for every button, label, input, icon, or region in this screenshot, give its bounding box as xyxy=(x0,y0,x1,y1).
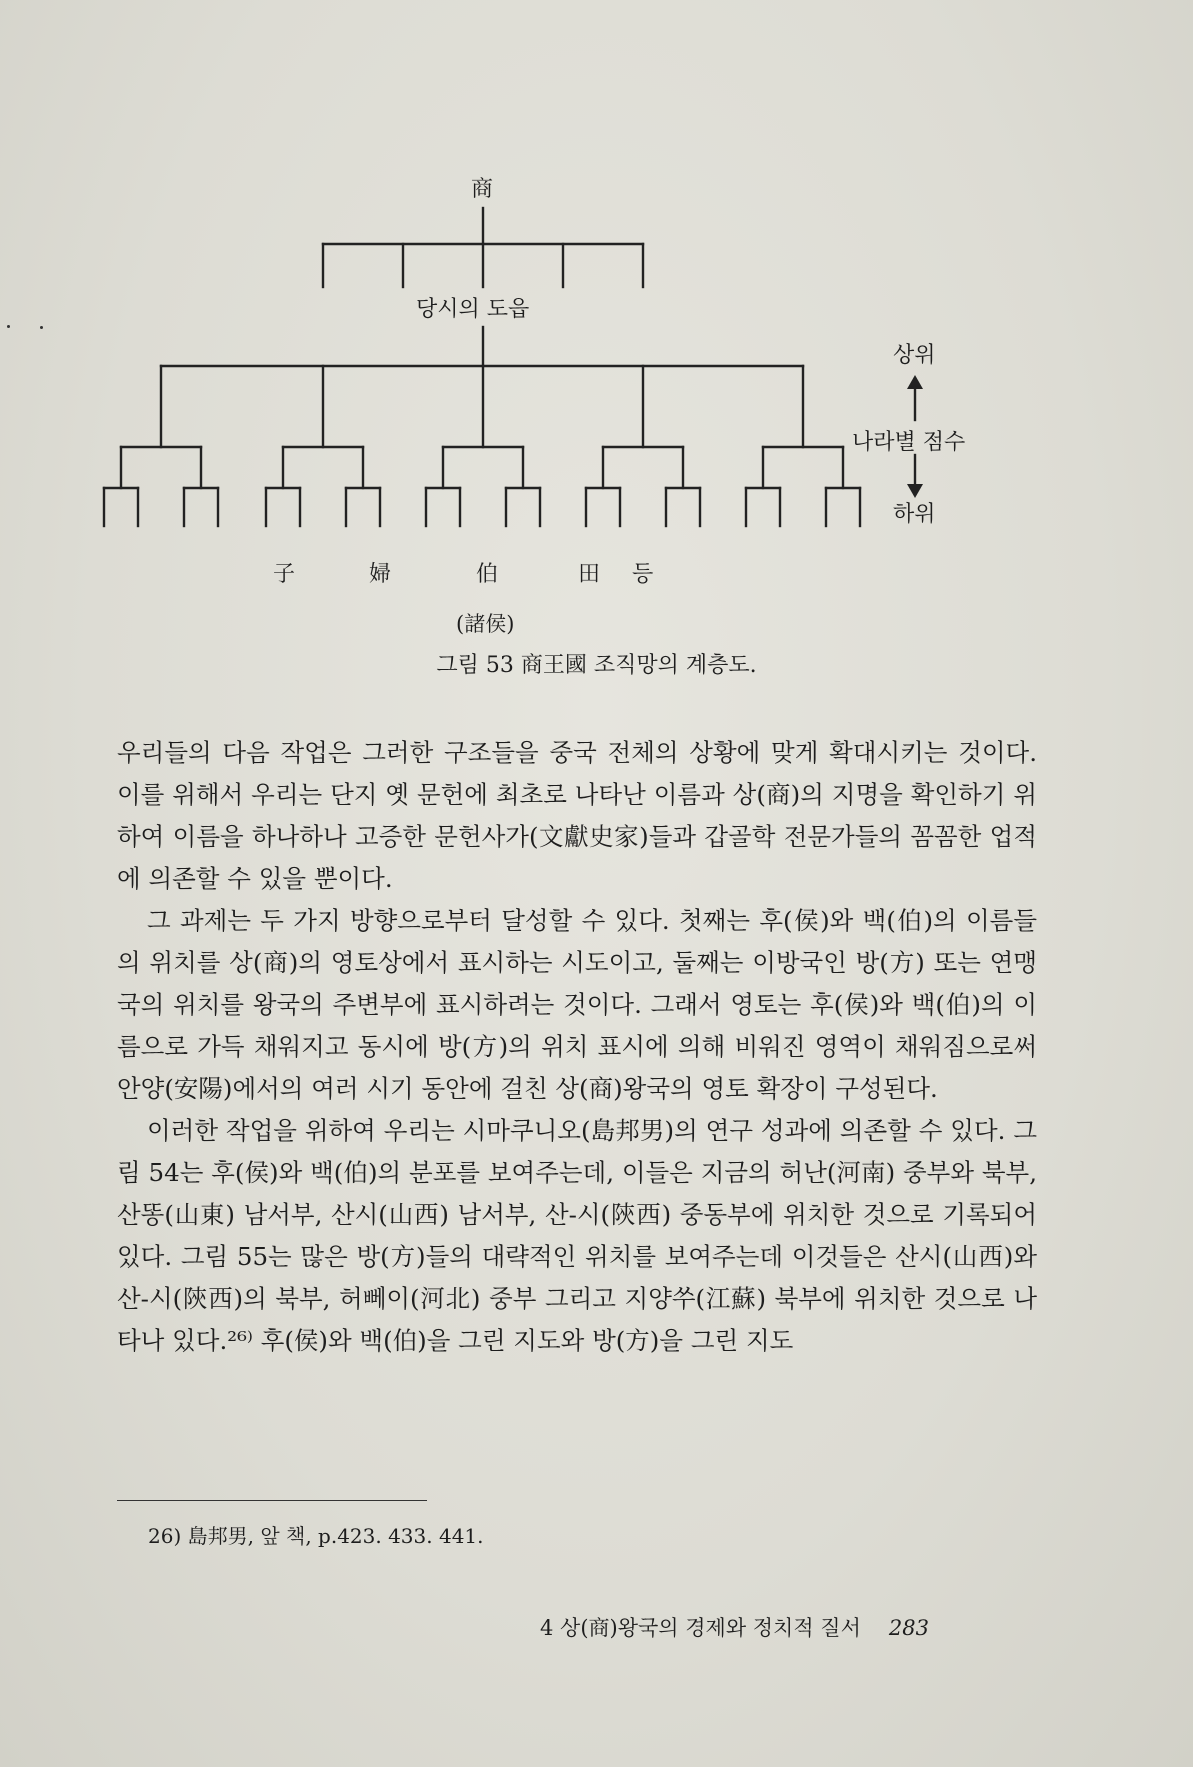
paragraph: 우리들의 다음 작업은 그러한 구조들을 중국 전체의 상황에 맞게 확대시키는 것이다. 이를 위해서 우리는 단지 옛 문헌에 최초로 나타난 이름과 상(商)의 지명을 확인하기 위하여 이름을 하나하나 고증한 문헌사가(文獻史家)들과 갑골학 전문가들의 꼼꼼한 업적에 의존할 수 있을 뿐이다. xyxy=(117,738,1037,893)
footnote: 26) 島邦男, 앞 책, p.423. 433. 441. xyxy=(148,1524,484,1548)
hierarchy-lines xyxy=(0,0,1193,620)
paragraph: 이러한 작업을 위하여 우리는 시마쿠니오(島邦男)의 연구 성과에 의존할 수 있다. 그림 54는 후(侯)와 백(伯)의 분포를 보여주는데, 이들은 지금의 허난(河南) 중부와 북부, 산똥(山東) 남서부, 산시(山西) 남서부, 산-시(陝西) 중동부에 위치한 것으로 기록되어 있다. 그림 55는 많은 방(方)들의 대략적인 위치를 보여주는데 이것들은 산시(山西)와 산-시(陝西)의 북부, 허뻬이(河北) 중부 그리고 지양쑤(江蘇) 북부에 위치한 것으로 나타나 있다.²⁶⁾ 후(侯)와 백(伯)을 그린 지도와 방(方)을 그린 지도 xyxy=(117,1116,1037,1355)
diagram-capital-label: 당시의 도읍 xyxy=(416,297,530,322)
diagram-side-middle: 나라별 점수 xyxy=(852,430,966,455)
diagram-leaf-label: 등 xyxy=(632,562,654,587)
running-footer xyxy=(540,1612,929,1642)
diagram-side-lower: 하위 xyxy=(893,502,936,527)
diagram-side-upper: 상위 xyxy=(893,343,936,368)
paragraph: 그 과제는 두 가지 방향으로부터 달성할 수 있다. 첫째는 후(侯)와 백(伯)의 이름들의 위치를 상(商)의 영토상에서 표시하는 시도이고, 둘째는 이방국인 방(方) 또는 연맹국의 위치를 왕국의 주변부에 표시하려는 것이다. 그래서 영토는 후(侯)와 백(伯)의 이름으로 가득 채워지고 동시에 방(方)의 위치 표시에 의해 비워진 영역이 채워짐으로써 안양(安陽)에서의 여러 시기 동안에 걸친 상(商)왕국의 영토 확장이 구성된다. xyxy=(117,906,1037,1103)
footnote-rule xyxy=(117,1500,427,1501)
speck xyxy=(40,326,43,329)
diagram-top-label: 商 xyxy=(471,177,494,202)
speck xyxy=(7,325,10,328)
diagram-leaf-label: 子 xyxy=(273,562,296,587)
diagram-leaf-label: 婦 xyxy=(369,562,392,587)
body-text xyxy=(117,732,1037,1362)
page-number: 283 xyxy=(888,1616,929,1640)
diagram-leaf-label: 田 xyxy=(578,562,601,587)
hierarchy-diagram xyxy=(0,0,1193,636)
running-head: 4 상(商)왕국의 경제와 정치적 질서 xyxy=(540,1616,861,1640)
diagram-bottom-note: (諸侯) xyxy=(456,612,515,636)
diagram-leaf-label: 伯 xyxy=(476,562,499,587)
figure-caption: 그림 53 商王國 조직망의 계층도. xyxy=(436,653,757,678)
